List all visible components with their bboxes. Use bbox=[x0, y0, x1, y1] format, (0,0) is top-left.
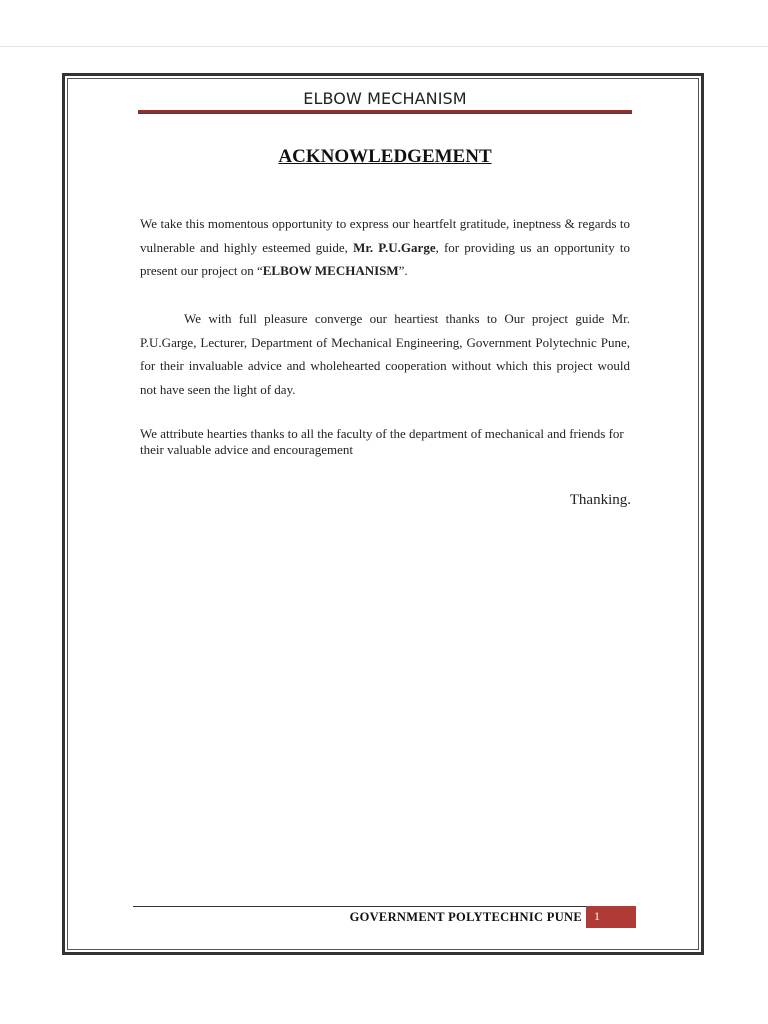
paragraph-thanks-faculty: We attribute hearties thanks to all the faculty of the department of mechanical and friends for their valuable advice and encouragement bbox=[140, 426, 624, 457]
project-name: ELBOW MECHANISM bbox=[262, 263, 399, 278]
closing-text: Thanking. bbox=[569, 492, 631, 508]
guide-name: Mr. P.U.Garge bbox=[353, 239, 436, 255]
paragraph-text: We take this momentous opportunity to express our heartfelt gratitude, ineptness & regards to vulnerable and highly esteemed guide, bbox=[140, 216, 630, 255]
header-rule-dark bbox=[138, 113, 632, 114]
page-heading: ACKNOWLEDGEMENT bbox=[278, 146, 492, 167]
viewer-top-divider bbox=[0, 46, 768, 47]
footer-rule bbox=[133, 906, 586, 907]
paragraph-thanks-guide: We with full pleasure converge our heartiest thanks to Our project guide Mr. P.U.Garge, Lecturer, Department of Mechanical Engineering, Government Polytechnic Pune, for their invaluable advice and wholehearted cooperation without which this project would not have seen the light of day. bbox=[140, 311, 630, 397]
running-header-title: ELBOW MECHANISM bbox=[303, 89, 467, 108]
page-border-inner bbox=[67, 78, 699, 950]
page-number-badge bbox=[586, 906, 636, 928]
footer-institution: GOVERNMENT POLYTECHNIC PUNE bbox=[349, 910, 582, 924]
paragraph-text: , for providing us an opportunity to present our project on “ bbox=[140, 239, 630, 278]
page-number: 1 bbox=[594, 909, 600, 923]
paragraph-gratitude bbox=[140, 212, 630, 283]
paragraph-text: ”. bbox=[398, 263, 408, 278]
